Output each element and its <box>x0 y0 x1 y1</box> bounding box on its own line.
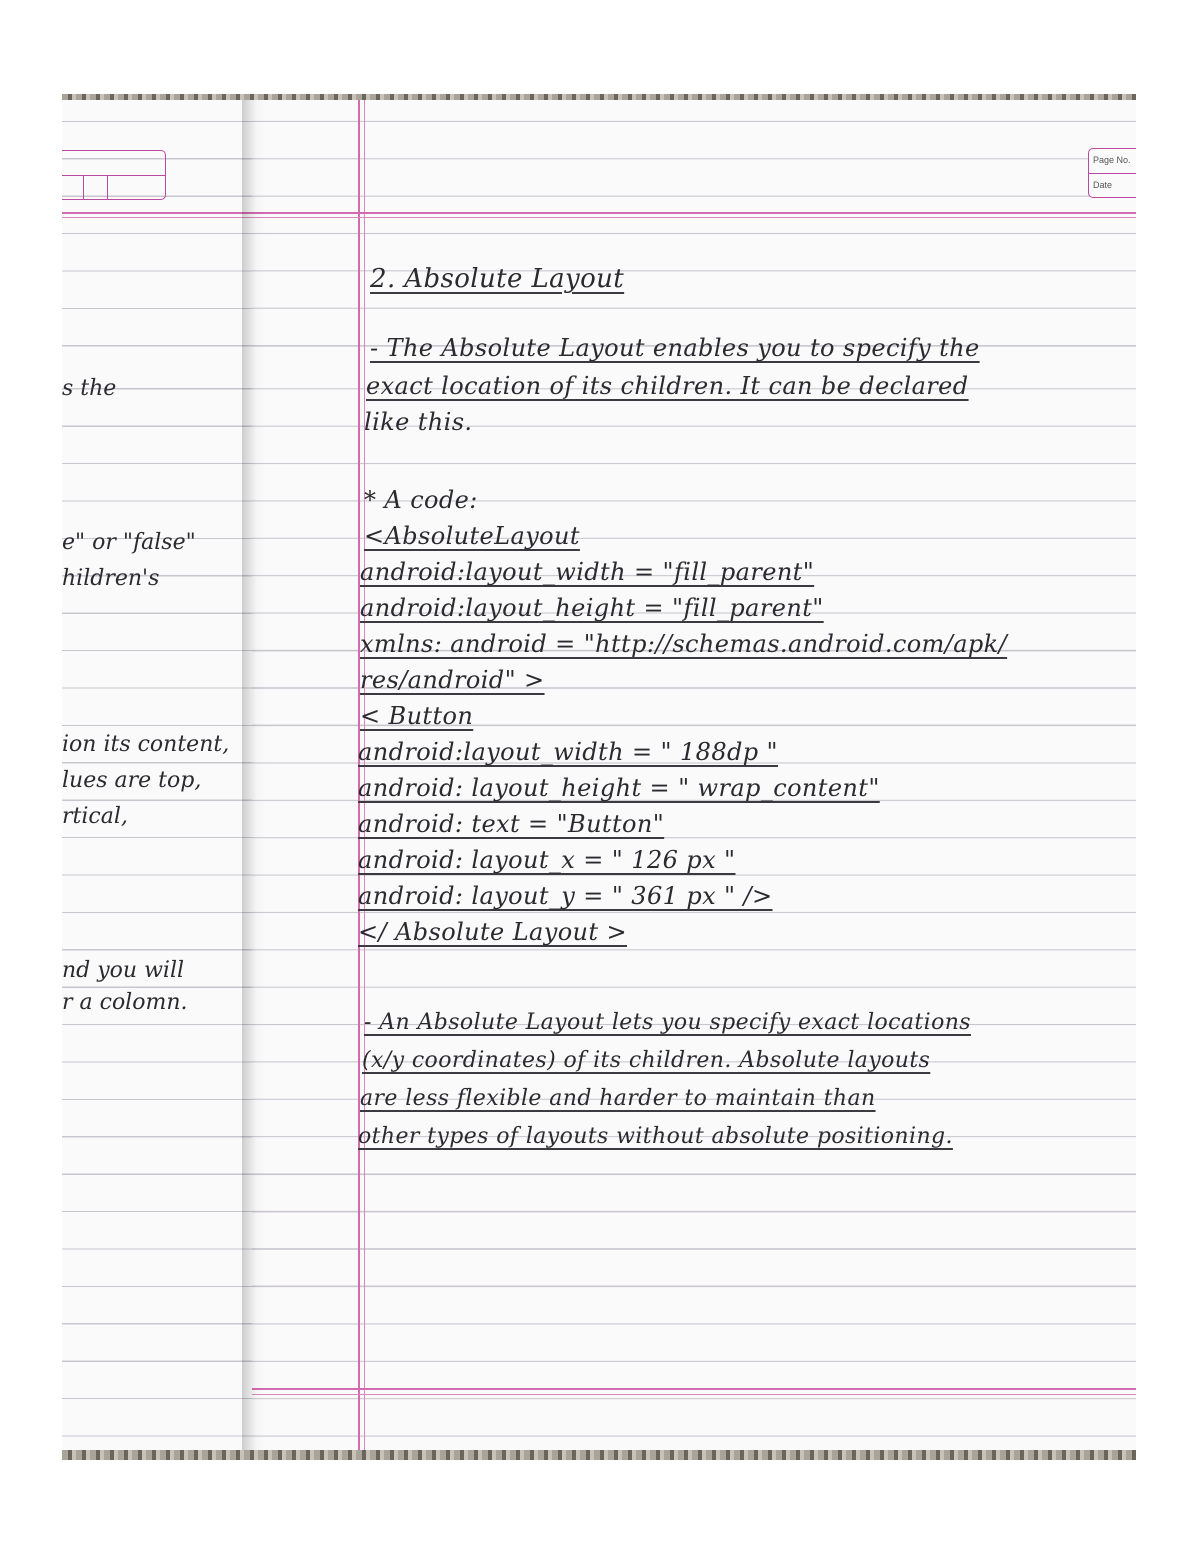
left-fragment: nd you will <box>62 958 185 983</box>
footer-rule <box>252 1388 1136 1390</box>
header-rule <box>252 212 1136 214</box>
date-label: Date <box>1093 180 1113 190</box>
page-no-label: Page No. <box>1093 155 1131 165</box>
code-line: </ Absolute Layout > <box>358 918 627 946</box>
right-page <box>252 100 1136 1452</box>
code-line: < Button <box>360 702 474 730</box>
code-line: android: layout_x = " 126 px " <box>358 846 736 874</box>
summary-line: (x/y coordinates) of its children. Absolute layouts <box>362 1048 931 1073</box>
code-line: res/android" > <box>360 666 545 694</box>
table-edge-bottom <box>62 1450 1136 1460</box>
code-line: android: layout_height = " wrap_content" <box>358 774 880 802</box>
intro-line: - The Absolute Layout enables you to specify the <box>370 334 980 362</box>
left-fragment: lues are top, <box>62 768 202 793</box>
left-header-rule <box>62 212 252 214</box>
left-fragment: e" or "false" <box>62 530 196 555</box>
code-line: android: text = "Button" <box>358 810 665 838</box>
summary-line: - An Absolute Layout lets you specify exact locations <box>364 1010 971 1035</box>
header-rule-2 <box>252 217 1136 218</box>
code-label: * A code: <box>364 486 478 514</box>
left-page-date-box <box>62 150 166 200</box>
intro-line: exact location of its children. It can be declared <box>366 372 969 400</box>
code-line: xmlns: android = "http://schemas.android.com/apk/ <box>360 630 1008 658</box>
intro-line: like this. <box>364 408 473 436</box>
notebook-photo <box>62 94 1136 1460</box>
code-line: android:layout_height = "fill_parent" <box>360 594 824 622</box>
summary-line: are less flexible and harder to maintain than <box>360 1086 876 1111</box>
left-fragment: r a colomn. <box>62 990 188 1015</box>
left-fragment: hildren's <box>62 566 160 591</box>
binding-gutter <box>242 100 266 1452</box>
code-line: android:layout_width = "fill_parent" <box>360 558 815 586</box>
left-header-rule-2 <box>62 217 252 218</box>
left-fragment: rtical, <box>62 804 128 829</box>
left-page <box>62 100 253 1452</box>
code-line: android:layout_width = " 188dp " <box>358 738 778 766</box>
code-line: android: layout_y = " 361 px " /> <box>358 882 773 910</box>
page-no-date-box <box>1088 148 1136 198</box>
left-fragment: ion its content, <box>62 732 230 757</box>
code-line: <AbsoluteLayout <box>364 522 580 550</box>
note-heading: 2. Absolute Layout <box>370 264 625 294</box>
footer-rule-2 <box>252 1394 1136 1395</box>
left-fragment: s the <box>62 376 117 401</box>
summary-line: other types of layouts without absolute positioning. <box>358 1124 953 1149</box>
